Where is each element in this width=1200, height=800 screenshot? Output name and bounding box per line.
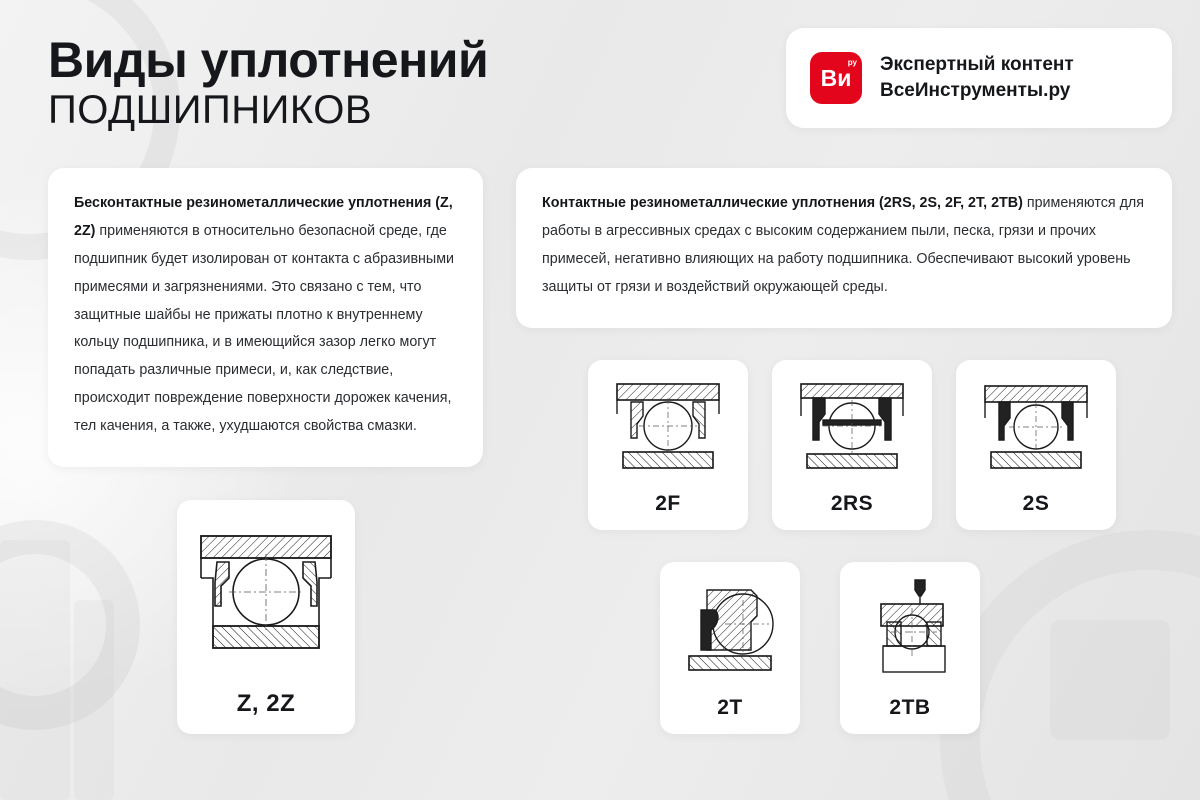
brand-logo-icon (810, 52, 862, 104)
bearing-seal-2s-icon (956, 360, 1116, 492)
figure-label-2t: 2T (717, 696, 743, 719)
bearing-seal-2f-icon (588, 360, 748, 492)
page-title-sub: ПОДШИПНИКОВ (48, 88, 373, 132)
figure-label-z2z: Z, 2Z (236, 690, 296, 717)
figure-label-2s: 2S (1022, 492, 1050, 515)
figure-card-2rs (772, 360, 932, 530)
brand-name: ВсеИнструменты.ру (880, 80, 1071, 101)
bearing-seal-2t-icon (660, 562, 800, 696)
figure-label-2f: 2F (655, 492, 681, 515)
figure-label-2tb: 2TB (889, 696, 931, 719)
figure-card-2s (956, 360, 1116, 530)
decorative-bar (0, 540, 70, 800)
page-title-main: Виды уплотнений (48, 32, 489, 88)
contact-seals-rest: применяются для работы в агрессивных средах с высоким содержанием пыли, песка, грязи и прочих примесей, негативно влияющих на работу подшипника. Обеспечивают высокий уровень защиты от грязи и воздействий окружающей среды. (542, 195, 1145, 295)
contact-seals-lead: Контактные резинометаллические уплотнения (2RS, 2S, 2F, 2T, 2TB) (542, 195, 1023, 211)
figure-card-2tb (840, 562, 980, 734)
brand-card (786, 28, 1172, 128)
bearing-seal-2rs-icon (772, 360, 932, 492)
noncontact-seals-text (74, 190, 457, 441)
contact-seals-card (516, 168, 1172, 328)
page-title (48, 34, 488, 132)
decorative-ring-icon (0, 520, 140, 730)
noncontact-seals-rest: применяются в относительно безопасной среде, где подшипник будет изолирован от контакта с абразивными примесями и загрязнениями. Это связано с тем, что защитные шайбы не прижаты плотно к внутреннему кольцу подшипника, и в имеющийся зазор легко могут попадать различные примеси, и, как следствие, происходит повреждение поверхности дорожек качения, тел качения, а также, ухудшаются свойства смазки. (74, 222, 455, 434)
noncontact-seals-card (48, 168, 483, 467)
decorative-bar (1050, 620, 1170, 740)
bearing-seal-2tb-icon (840, 562, 980, 696)
brand-logo-superscript: ру (847, 58, 857, 67)
brand-logo-text: Ви (820, 64, 852, 91)
brand-text (880, 54, 1074, 102)
figure-card-2t (660, 562, 800, 734)
figure-card-z2z (177, 500, 355, 734)
figure-label-2rs: 2RS (830, 492, 874, 515)
decorative-bar (74, 600, 114, 800)
noncontact-seals-lead: Бесконтактные резинометаллические уплотнения (Z, 2Z) (74, 195, 453, 239)
figure-card-2f (588, 360, 748, 530)
contact-seals-text (542, 190, 1146, 302)
bearing-seal-z-icon (177, 500, 355, 690)
brand-tagline: Экспертный контент (880, 54, 1074, 75)
